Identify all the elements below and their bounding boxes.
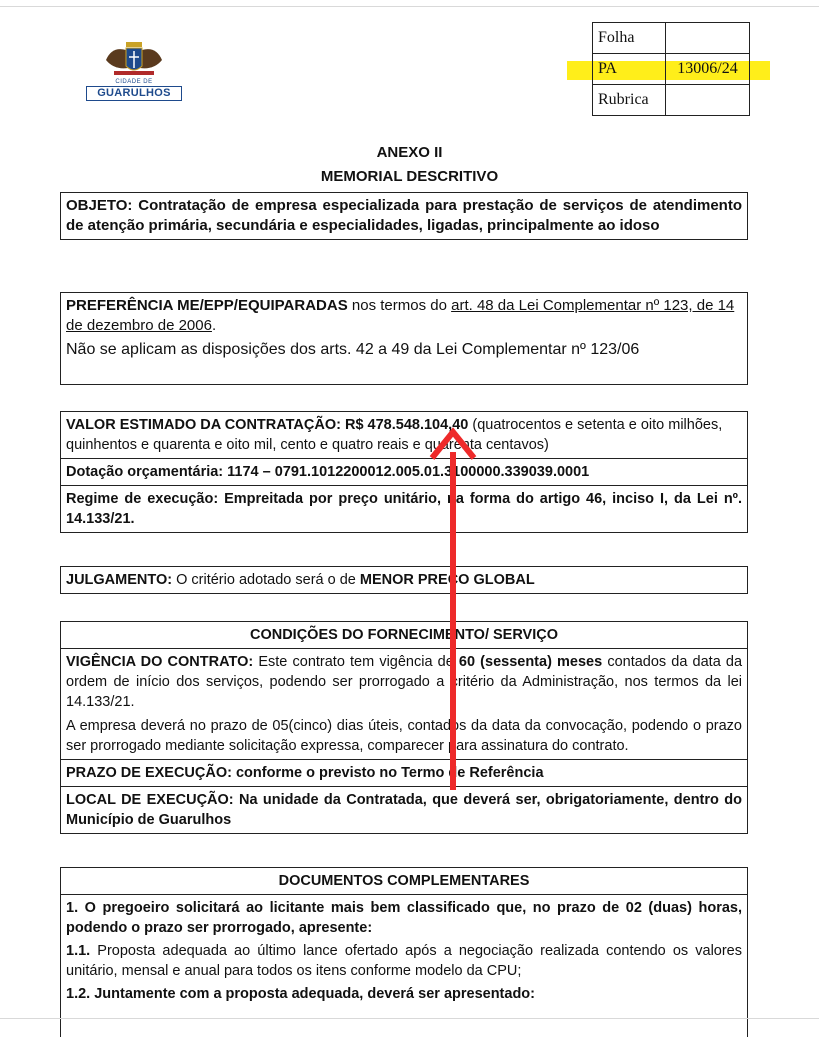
- vigencia-label: VIGÊNCIA DO CONTRATO:: [66, 654, 254, 670]
- julgamento-row: [61, 567, 747, 593]
- document-title: MEMORIAL DESCRITIVO: [320, 168, 499, 185]
- bottom-divider: [0, 1018, 819, 1019]
- documentos-item1: 1. O pregoeiro solicitará ao licitante mais bem classificado que, no prazo de 02 (duas) horas, podendo o prazo ser prorrogado, apresente:: [66, 900, 742, 936]
- objeto-text: Contratação de empresa especializada para prestação de serviços de atendimento de atenção primária, secundária e especialidades, ligadas, principalmente ao idoso: [66, 197, 742, 234]
- vigencia-text1: Este contrato tem vigência de: [258, 654, 454, 670]
- valor-row: [61, 412, 747, 459]
- regime-row: Regime de execução: Empreitada por preço unitário, na forma do artigo 46, inciso I, da Lei nº. 14.133/21.: [66, 491, 742, 527]
- rubrica-value: [666, 85, 750, 116]
- pa-label: PA: [593, 54, 666, 85]
- rubrica-label: Rubrica: [593, 85, 666, 116]
- julgamento-label: JULGAMENTO:: [66, 572, 173, 588]
- pa-value: 13006/24: [666, 54, 750, 85]
- empresa-text: A empresa deverá no prazo de 05(cinco) dias úteis, contados da data da convocação, podendo o prazo ser prorrogado mediante solicitação expressa, comparecer para assinatura do contrato.: [66, 718, 742, 754]
- documentos-item11: [61, 941, 747, 984]
- preferencia-law-link[interactable]: art. 48 da Lei Complementar nº 123, de 14 de dezembro de 2006: [66, 297, 735, 334]
- documentos-heading: DOCUMENTOS COMPLEMENTARES: [61, 868, 747, 895]
- coat-of-arms-icon: [104, 38, 164, 78]
- preferencia-row: [61, 293, 747, 363]
- annex-title: ANEXO II: [376, 144, 443, 161]
- top-divider: [0, 6, 819, 7]
- documentos-box: [60, 867, 748, 1037]
- valor-text: (quatrocentos e setenta e oito milhões, quinhentos e quarenta e oito mil, cento e quatro reais e quarenta centavos): [66, 417, 723, 453]
- preferencia-line2: Não se aplicam as disposições dos arts. 42 a 49 da Lei Complementar nº 123/06: [66, 341, 640, 358]
- objeto-label: OBJETO:: [66, 197, 133, 214]
- julgamento-text: O critério adotado será o de: [176, 572, 356, 588]
- local-row: LOCAL DE EXECUÇÃO: Na unidade da Contratada, que deverá ser, obrigatoriamente, dentro do Município de Guarulhos: [66, 792, 742, 828]
- folha-value: [666, 23, 750, 54]
- julgamento-box: [60, 566, 748, 594]
- folha-label: Folha: [593, 23, 666, 54]
- vigencia-row: [61, 649, 747, 760]
- condicoes-box: [60, 621, 748, 834]
- logo-name-text: GUARULHOS: [86, 86, 182, 101]
- condicoes-heading: CONDIÇÕES DO FORNECIMENTO/ SERVIÇO: [61, 622, 747, 649]
- item11-text: Proposta adequada ao último lance ofertado após a negociação realizada contendo os valores unitário, mensal e anual para todos os itens conforme modelo da CPU;: [66, 943, 743, 979]
- objeto-box: [60, 192, 748, 240]
- item11-number: 1.1.: [66, 943, 91, 959]
- preferencia-label: PREFERÊNCIA ME/EPP/EQUIPARADAS: [66, 297, 348, 314]
- folha-table: [592, 22, 750, 116]
- vigencia-bold: 60 (sessenta) meses: [458, 654, 603, 670]
- julgamento-bold: MENOR PREÇO GLOBAL: [359, 572, 535, 588]
- preferencia-text-before: nos termos do: [351, 297, 447, 314]
- vigencia-text2: contados da data da ordem de início dos serviços, podendo ser prorrogado a critério da Administração, nos termos da lei 14.133/21.: [66, 654, 743, 710]
- valor-box: [60, 411, 748, 533]
- preferencia-box: [60, 292, 748, 385]
- valor-label: VALOR ESTIMADO DA CONTRATAÇÃO: R$ 478.548.104,40: [66, 417, 469, 433]
- dotacao-row: Dotação orçamentária: 1174 – 0791.1012200012.005.01.3100000.339039.0001: [61, 459, 747, 486]
- documentos-item12: 1.2. Juntamente com a proposta adequada, deverá ser apresentado:: [66, 986, 535, 1002]
- preferencia-text-after: .: [211, 317, 217, 334]
- guarulhos-logo: [86, 38, 182, 102]
- prazo-row: PRAZO DE EXECUÇÃO: conforme o previsto no Termo de Referência: [61, 760, 747, 787]
- objeto-row: [61, 193, 747, 239]
- logo-city-text: CIDADE DE: [115, 79, 153, 85]
